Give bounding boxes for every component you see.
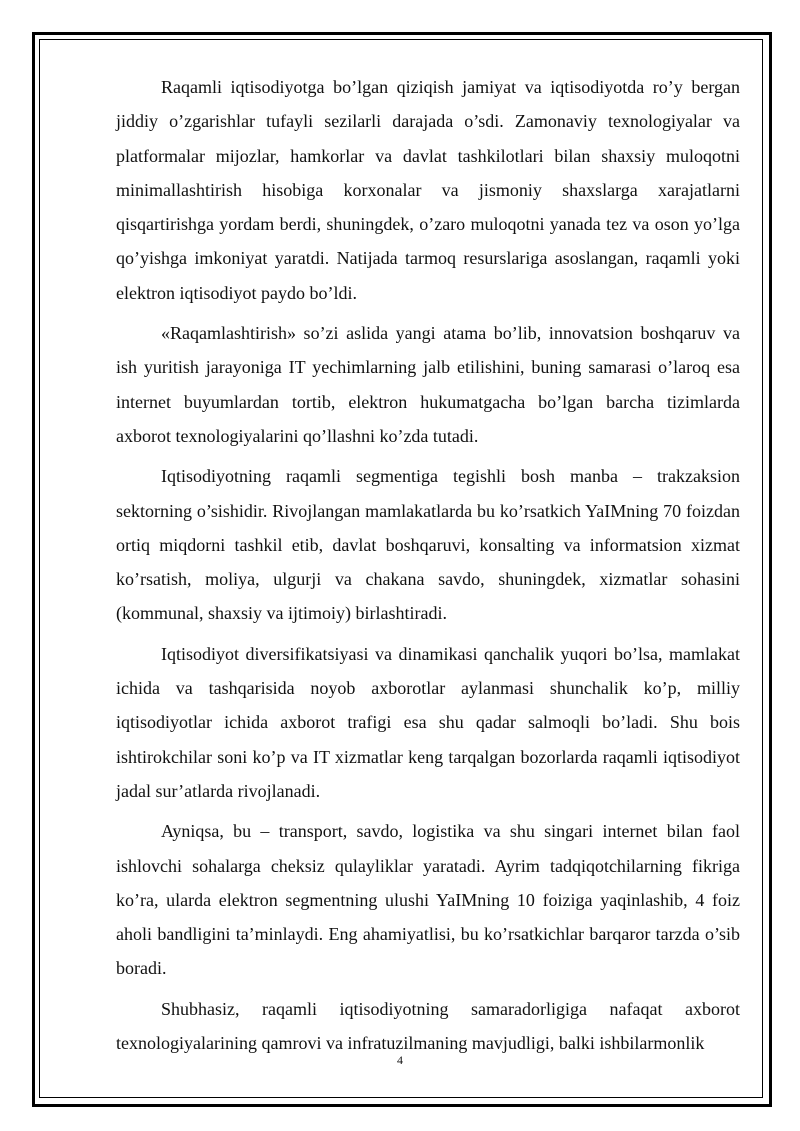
paragraph-1: Raqamli iqtisodiyotga bo’lgan qiziqish jamiyat va iqtisodiyotda ro’y bergan jiddiy o’zgarishlar tufayli sezilarli darajada o’sdi. Zamonaviy texnologiyalar va platformalar mijozlar, hamkorlar va davlat tashkilotlari bilan shaxsiy muloqotni minimallashtirish hisobiga korxonalar va jismoniy shaxslarga xarajatlarni qisqartirishga yordam berdi, shuningdek, o’zaro muloqotni yanada tez va oson yo’lga qo’yishga imkoniyat yaratdi. Natijada tarmoq resurslariga asoslangan, raqamli yoki elektron iqtisodiyot paydo bo’ldi.: [116, 77, 740, 303]
paragraph-5: Ayniqsa, bu – transport, savdo, logistika va shu singari internet bilan faol ishlovchi sohalarga cheksiz qulayliklar yaratadi. Ayrim tadqiqotchilarning fikriga ko’ra, ularda elektron segmentning ulushi YaIMning 10 foiziga yaqinlashib, 4 foiz aholi bandligini ta’minlaydi. Eng ahamiyatlisi, bu ko’rsatkichlar barqaror tarzda o’sib boradi.: [116, 821, 740, 979]
page-number: 4: [397, 1053, 403, 1067]
document-body: [116, 70, 740, 1066]
paragraph-2: «Raqamlashtirish» so’zi aslida yangi atama bo’lib, innovatsion boshqaruv va ish yuritish jarayoniga IT yechimlarning jalb etilishini, buning samarasi o’laroq esa internet buyumlardan tortib, elektron hukumatgacha bo’lgan barcha tizimlarda axborot texnologiyalarini qo’llashni ko’zda tutadi.: [116, 323, 740, 446]
paragraph-6: Shubhasiz, raqamli iqtisodiyotning samaradorligiga nafaqat axborot texnologiyalarining qamrovi va infratuzilmaning mavjudligi, balki ishbilarmonlik: [116, 998, 740, 1054]
paragraph-4: Iqtisodiyot diversifikatsiyasi va dinamikasi qanchalik yuqori bo’lsa, mamlakat ichida va tashqarisida noyob axborotlar aylanmasi shunchalik ko’p, milliy iqtisodiyotlar ichida axborot trafigi esa shu qadar salmoqli bo’ladi. Shu bois ishtirokchilar soni ko’p va IT xizmatlar keng tarqalgan bozorlarda raqamli iqtisodiyot jadal sur’atlarda rivojlanadi.: [116, 643, 740, 801]
paragraph-3: Iqtisodiyotning raqamli segmentiga tegishli bosh manba – trakzaksion sektorning o’sishidir. Rivojlangan mamlakatlarda bu ko’rsatkich YaIMning 70 foizdan ortiq miqdorni tashkil etib, davlat boshqaruvi, konsalting va informatsion xizmat ko’rsatish, moliya, ulgurji va chakana savdo, shuningdek, xizmatlar sohasini (kommunal, shaxsiy va ijtimoiy) birlashtiradi.: [116, 466, 740, 624]
